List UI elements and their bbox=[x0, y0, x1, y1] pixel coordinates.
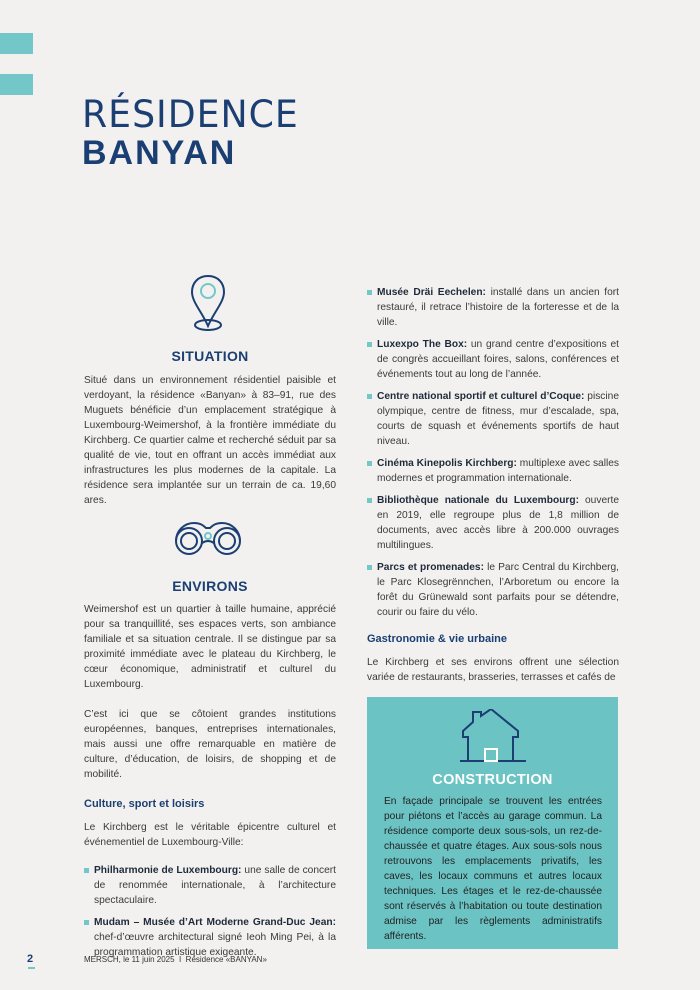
list-item: Parcs et promenades: le Parc Central du Kirchberg, le Parc Klosegrënnchen, l’Arboretum ou encore la forêt du Grünewald sont parfaits pour se détendre, courir ou faire du vélo. bbox=[367, 560, 619, 620]
environs-text bbox=[84, 602, 336, 967]
page-title-line2: BANYAN bbox=[82, 134, 237, 172]
construction-text: En façade principale se trouvent les entrées pour piétons et l’accès au garage commun. La résidence comporte deux sous-sols, un rez-de-chaussée et quatre étages. Aux sous-sols nous retrouvons les emplacements privatifs, les caves, les locaux communs et autres locaux techniques. Les étages et le rez-de-chaussée sont réservés à l’habitation ou toute destination admise par les règlements administratifs afférents. bbox=[384, 796, 602, 942]
list-item: Philharmonie de Luxembourg: une salle de concert de renommée internationale, à l’architecture spectaculaire. bbox=[84, 863, 336, 908]
list-item: Musée Dräi Eechelen: installé dans un ancien fort restauré, il retrace l’histoire de la forteresse et de la ville. bbox=[367, 285, 619, 330]
house-icon bbox=[460, 709, 526, 763]
situation-heading: SITUATION bbox=[171, 348, 249, 364]
situation-paragraph: Situé dans un environnement résidentiel paisible et verdoyant, la résidence «Banyan» à 83–91, rue des Muguets bénéficie d’un emplacement stratégique à Luxembourg-Weimershof, à la frontière immédiate du Kirchberg. Ce quartier calme et recherché séduit par sa qualité de vie, tout en offrant un accès immédiat aux infrastructures les plus modernes de la capitale. La résidence sera implantée sur un terrain de ca. 19,60 ares. bbox=[84, 375, 336, 506]
gastronomie-heading: Gastronomie & vie urbaine bbox=[367, 633, 507, 645]
environs-paragraph: C’est ici que se côtoient grandes institutions européennes, banques, entreprises internationales, mais aussi une offre remarquable en matière de culture, d’éducation, de loisirs, de shopping et de mobilité. bbox=[84, 709, 336, 780]
culture-heading: Culture, sport et loisirs bbox=[84, 798, 205, 810]
decorative-tab-bottom bbox=[0, 74, 33, 95]
page-number-underline bbox=[28, 967, 35, 969]
gastronomie-text: Le Kirchberg et ses environs offrent une sélection variée de restaurants, brasseries, terrasses et cafés de bbox=[367, 657, 619, 683]
footer-text: MERSCH, le 11 juin 2025 I Résidence «BANYAN» bbox=[84, 955, 267, 964]
right-column bbox=[367, 285, 619, 949]
culture-intro: Le Kirchberg est le véritable épicentre culturel et événementiel de Luxembourg-Ville: bbox=[84, 822, 336, 848]
list-item: Luxexpo The Box: un grand centre d’expositions et de congrès accueillant foires, salons, conférences et événements tout au long de l’année. bbox=[367, 337, 619, 382]
page-title-line1: RÉSIDENCE bbox=[82, 93, 299, 136]
list-item: Bibliothèque nationale du Luxembourg: ouverte en 2019, elle regroupe plus de 1,8 million de documents, avec accès libre à 200.000 ouvrages multilingues. bbox=[367, 493, 619, 553]
environs-heading: ENVIRONS bbox=[172, 578, 248, 594]
page-number: 2 bbox=[27, 953, 34, 965]
construction-heading: CONSTRUCTION bbox=[432, 772, 553, 788]
construction-box bbox=[367, 697, 618, 949]
situation-text bbox=[84, 373, 336, 508]
list-item: Centre national sportif et culturel d’Coque: piscine olympique, centre de fitness, mur d’escalade, spa, courts de squash et événements sportifs de haut niveau. bbox=[367, 389, 619, 449]
decorative-tab-top bbox=[0, 33, 33, 54]
list-item: Mudam – Musée d’Art Moderne Grand-Duc Jean: chef-d’œuvre architectural signé Ieoh Ming Pei, à la programmation artistique exigeante. bbox=[84, 915, 336, 960]
list-item: Cinéma Kinepolis Kirchberg: multiplexe avec salles modernes et programmation internationale. bbox=[367, 456, 619, 486]
environs-paragraph: Weimershof est un quartier à taille humaine, apprécié pour sa tranquillité, ses espaces verts, son ambiance familiale et sa situation centrale. Il se distingue par sa proximité immédiate avec le plateau du Kirchberg, le cœur économique, administratif et culturel du Luxembourg. bbox=[84, 604, 336, 690]
map-pin-icon bbox=[190, 274, 226, 332]
binoculars-icon bbox=[172, 519, 244, 557]
